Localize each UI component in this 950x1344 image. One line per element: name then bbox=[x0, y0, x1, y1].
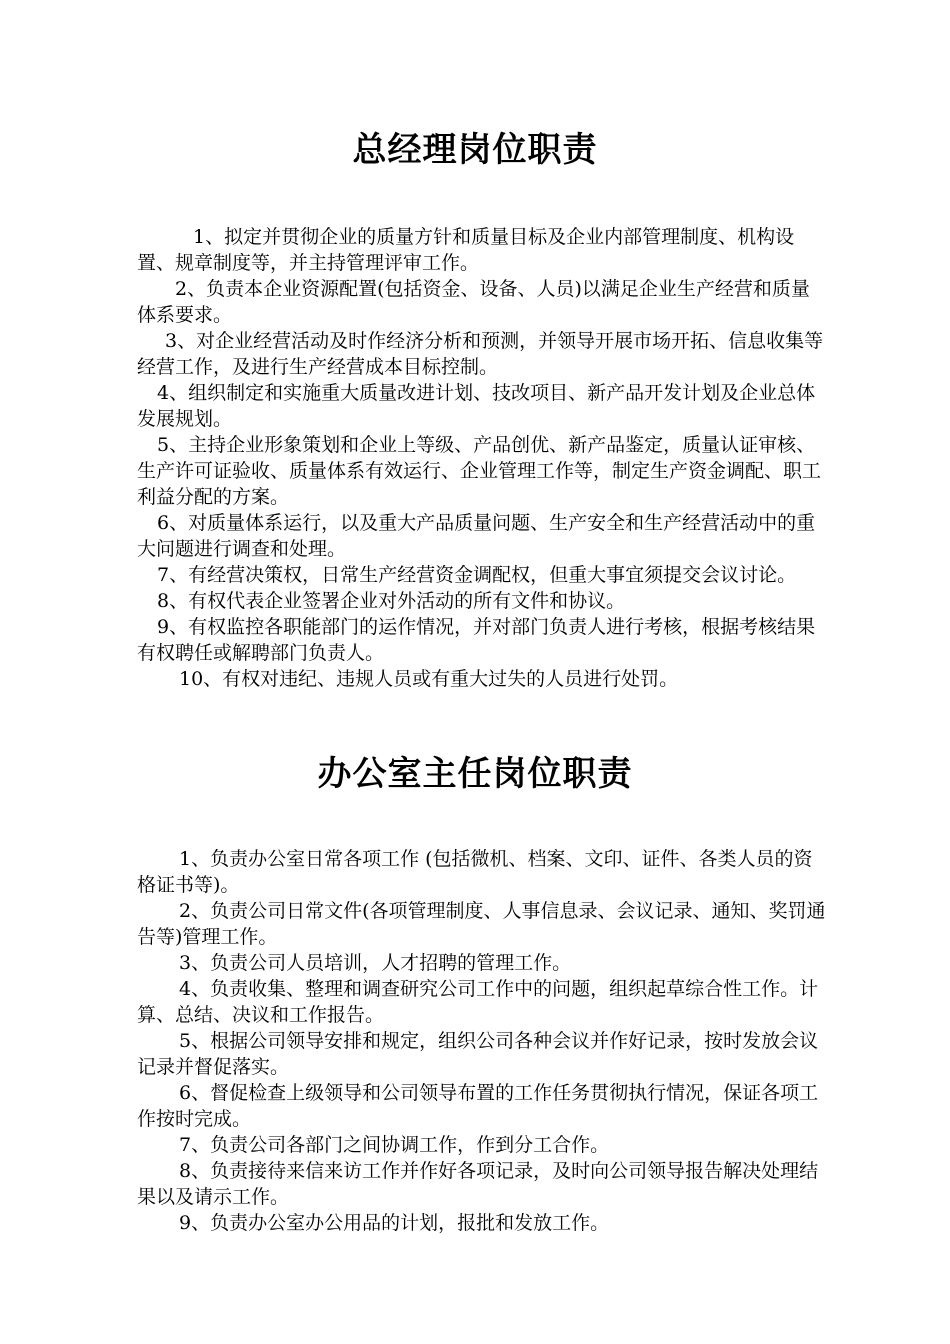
list-item: 3、负责公司人员培训，人才招聘的管理工作。 bbox=[179, 952, 572, 974]
section-body-general-manager bbox=[137, 224, 827, 692]
list-item: 4、组织制定和实施重大质量改进计划、技改项目、新产品开发计划及企业总体发展规划。 bbox=[137, 382, 816, 430]
list-item: 2、负责本企业资源配置(包括资金、设备、人员)以满足企业生产经营和质量体系要求。 bbox=[137, 278, 810, 326]
list-item: 9、负责办公室办公用品的计划，报批和发放工作。 bbox=[179, 1212, 610, 1234]
list-item: 8、负责接待来信来访工作并作好各项记录，及时向公司领导报告解决处理结果以及请示工作。 bbox=[137, 1160, 819, 1208]
list-item: 7、有经营决策权，日常生产经营资金调配权，但重大事宜须提交会议讨论。 bbox=[157, 564, 797, 586]
list-item: 3、对企业经营活动及时作经济分析和预测，并领导开展市场开拓、信息收集等经营工作，及进行生产经营成本目标控制。 bbox=[137, 330, 824, 378]
list-item: 2、负责公司日常文件(各项管理制度、人事信息录、会议记录、通知、奖罚通告等)管理工作。 bbox=[137, 900, 826, 948]
list-item: 1、负责办公室日常各项工作 (包括微机、档案、文印、证件、各类人员的资格证书等)。 bbox=[137, 848, 813, 896]
list-item: 5、根据公司领导安排和规定，组织公司各种会议并作好记录，按时发放会议记录并督促落实。 bbox=[137, 1030, 819, 1078]
list-item: 4、负责收集、整理和调查研究公司工作中的问题，组织起草综合性工作。计算、总结、决议和工作报告。 bbox=[137, 978, 819, 1026]
section-body-office-director bbox=[137, 846, 827, 1236]
list-item: 8、有权代表企业签署企业对外活动的所有文件和协议。 bbox=[157, 590, 626, 612]
list-item: 6、督促检查上级领导和公司领导布置的工作任务贯彻执行情况，保证各项工作按时完成。 bbox=[137, 1082, 819, 1130]
list-item: 1、拟定并贯彻企业的质量方针和质量目标及企业内部管理制度、机构设置、规章制度等，并主持管理评审工作。 bbox=[137, 226, 795, 274]
list-item: 6、对质量体系运行，以及重大产品质量问题、生产安全和生产经营活动中的重大问题进行调查和处理。 bbox=[137, 512, 816, 560]
section-title-office-director: 办公室主任岗位职责 bbox=[317, 754, 633, 794]
list-item: 7、负责公司各部门之间协调工作，作到分工合作。 bbox=[179, 1134, 610, 1156]
list-item: 10、有权对违纪、违规人员或有重大过失的人员进行处罚。 bbox=[179, 668, 679, 690]
section-title-general-manager: 总经理岗位职责 bbox=[352, 130, 598, 170]
list-item: 5、主持企业形象策划和企业上等级、产品创优、新产品鉴定，质量认证审核、生产许可证验收、质量体系有效运行、企业管理工作等，制定生产资金调配、职工利益分配的方案。 bbox=[137, 434, 822, 508]
list-item: 9、有权监控各职能部门的运作情况，并对部门负责人进行考核，根据考核结果有权聘任或解聘部门负责人。 bbox=[137, 616, 816, 664]
